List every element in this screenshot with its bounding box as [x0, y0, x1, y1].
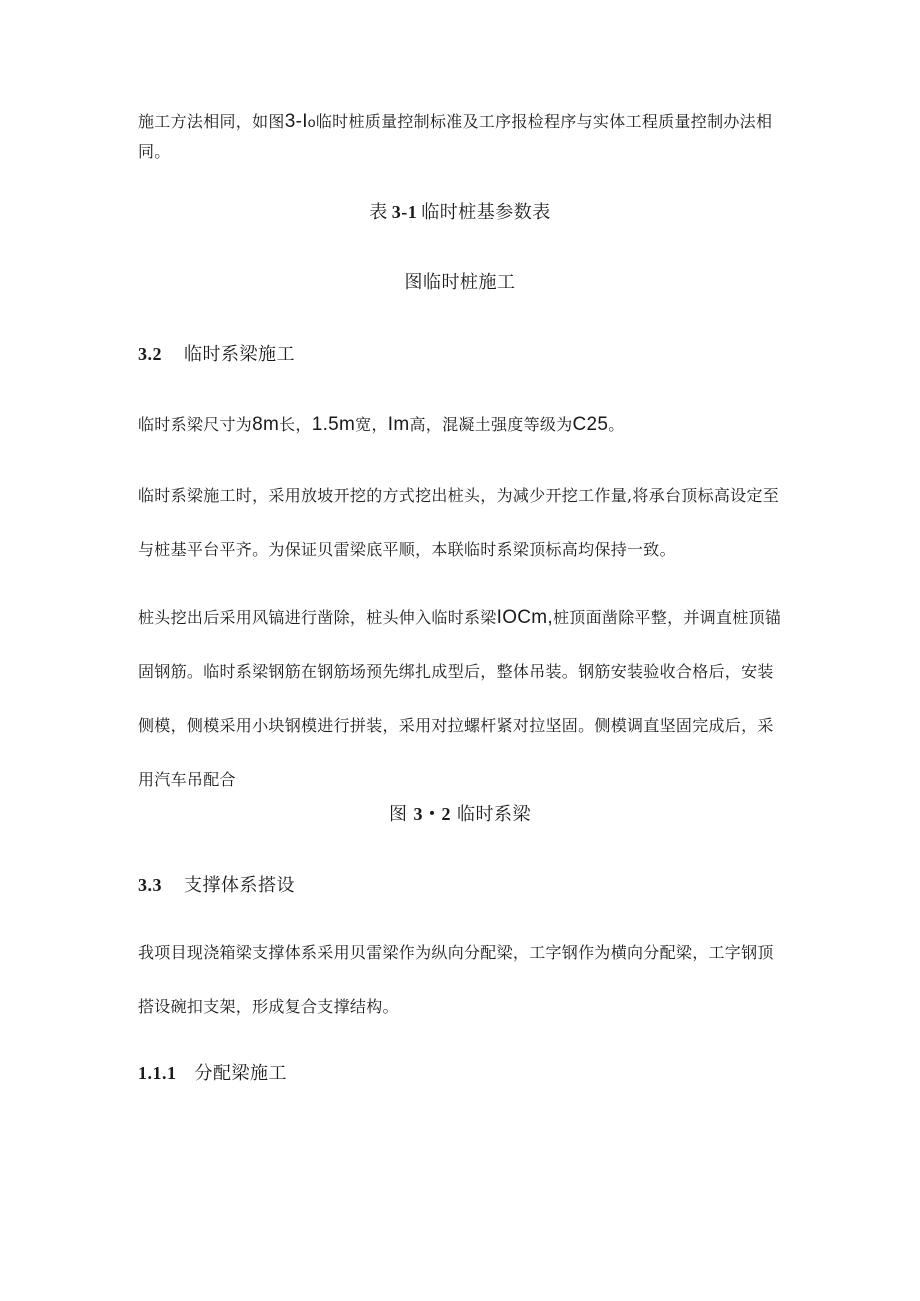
- section-number: 3.3: [138, 875, 162, 895]
- section-title: 临时系梁施工: [184, 344, 295, 365]
- text-segment: 临时系梁尺寸为: [138, 415, 253, 434]
- text-segment: 长，: [279, 415, 312, 434]
- paragraph-pile-head-removal: [138, 591, 788, 807]
- text-segment: 。: [608, 415, 625, 434]
- caption-number: 3・2: [413, 804, 451, 824]
- section-heading-3-3: [138, 871, 295, 897]
- figure-reference-tail: o: [307, 114, 316, 130]
- paragraph-tie-beam-size: [138, 410, 788, 439]
- caption-prefix: 表: [369, 202, 388, 223]
- table-caption: [0, 198, 920, 224]
- text-segment: 宽，: [355, 415, 388, 434]
- figure-caption-temporary-pile: 图临时桩施工: [404, 272, 516, 293]
- caption-title: 临时桩基参数表: [421, 202, 551, 223]
- figure-caption-tie-beam: [0, 800, 920, 826]
- value-width: 1.5m: [311, 414, 356, 435]
- value-embed-depth: IOCm,: [496, 607, 553, 628]
- text-segment: 桩头挖出后采用风镐进行凿除，桩头伸入临时系梁: [138, 608, 497, 627]
- paragraph-construction-method: [138, 107, 788, 166]
- paragraph-support-system: 我项目现浇箱梁支撑体系采用贝雷梁作为纵向分配梁，工字钢作为横向分配梁，工字钢顶搭设碗扣支架，形成复合支撑结构。: [138, 943, 774, 1016]
- section-heading-1-1-1: [138, 1059, 287, 1085]
- section-number: 3.2: [138, 344, 162, 364]
- value-concrete-grade: C25: [572, 414, 609, 435]
- figure-reference: 3-I: [284, 111, 308, 132]
- text-segment: 施工方法相同，如图: [138, 112, 285, 131]
- text-segment: 临时桩质量控制标准及工序报检程序与实体工程质量控制办法相同。: [138, 112, 773, 161]
- text-segment: 桩顶面凿除平整，并调直桩顶锚固钢筋。临时系梁钢筋在钢筋场预先绑扎成型后，整体吊装。钢筋安装验收合格后，安装侧模，侧模采用小块钢模进行拼装，采用对拉螺杆紧对拉坚固。侧模调直坚固完成后，采用汽车吊配合: [138, 608, 782, 789]
- text-segment: 高，混凝土强度等级为: [409, 415, 573, 434]
- caption-prefix: 图: [389, 804, 408, 825]
- caption-title: 临时系梁: [457, 804, 531, 825]
- section-number: 1.1.1: [138, 1063, 177, 1083]
- section-heading-3-2: [138, 340, 295, 366]
- caption-number: 3-1: [391, 202, 418, 222]
- value-length: 8m: [252, 414, 280, 435]
- paragraph-tie-beam-excavation: 临时系梁施工时，采用放坡开挖的方式挖出桩头，为减少开挖工作量,将承台顶标高设定至与桩基平台平齐。为保证贝雷梁底平顺，本联临时系梁顶标高均保持一致。: [138, 486, 780, 559]
- section-title: 分配梁施工: [194, 1063, 287, 1084]
- value-height: Im: [387, 414, 410, 435]
- section-title: 支撑体系搭设: [184, 875, 295, 896]
